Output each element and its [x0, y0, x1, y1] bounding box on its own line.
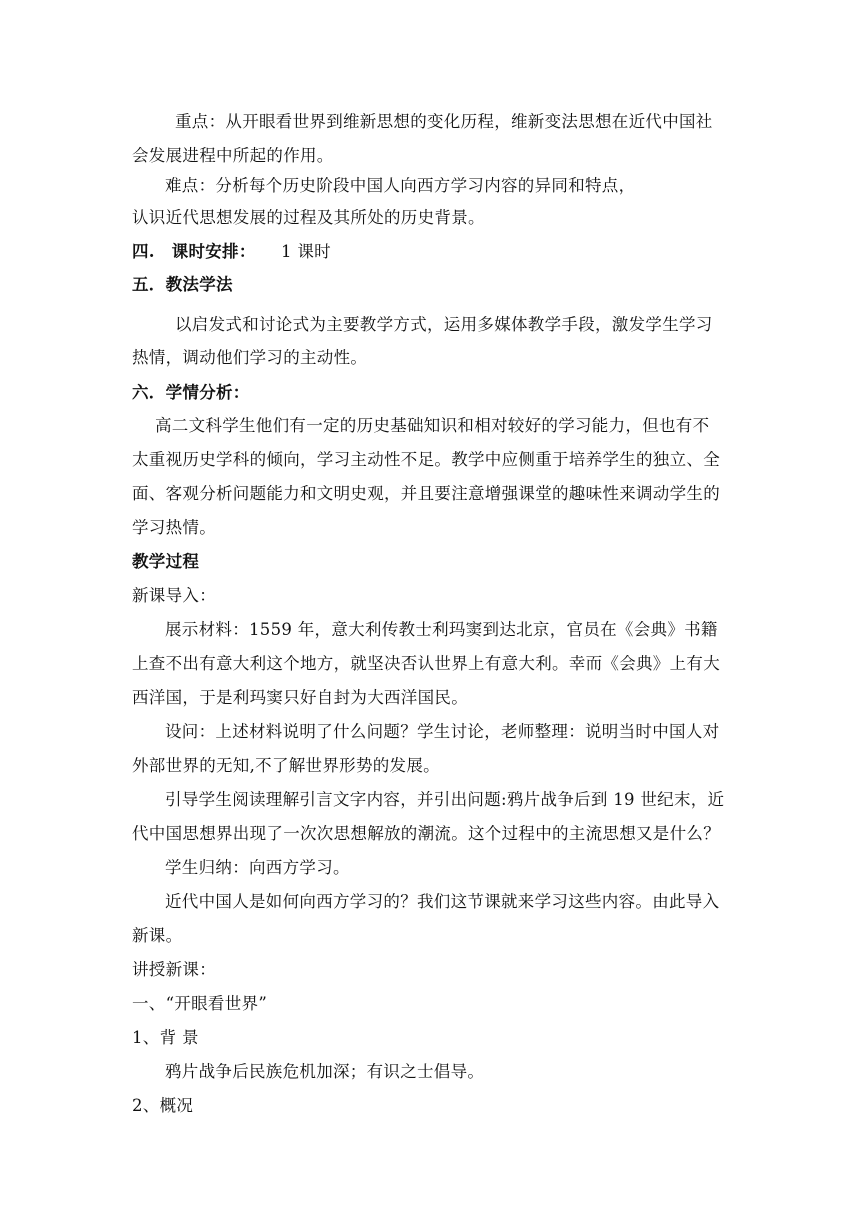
transition-line-1: 近代中国人是如何向西方学习的？我们这节课就来学习这些内容。由此导入 [165, 892, 720, 911]
material-line-2: 上查不出有意大利这个地方，就坚决否认世界上有意大利。幸而《会典》上有大 [132, 654, 720, 673]
section-4-heading: 四. 课时安排： [132, 242, 256, 261]
difficulty-line-1: 难点：分析每个历史阶段中国人向西方学习内容的异同和特点， [165, 176, 636, 195]
item-2-heading: 2、概况 [132, 1096, 194, 1115]
question-line-1: 设问：上述材料说明了什么问题？学生讨论，老师整理：说明当时中国人对 [165, 722, 720, 741]
key-point-line-2: 会发展进程中所起的作用。 [132, 146, 334, 165]
part-1-heading: 一、“开眼看世界” [132, 994, 268, 1013]
material-line-3: 西洋国，于是利玛窦只好自封为大西洋国民。 [132, 688, 468, 707]
section-4-value: 1 课时 [281, 242, 331, 261]
item-1-body: 鸦片战争后民族危机加深；有识之士倡导。 [165, 1062, 485, 1081]
key-point-line-1: 重点：从开眼看世界到维新思想的变化历程，维新变法思想在近代中国社 [175, 112, 713, 131]
method-line-2: 热情，调动他们学习的主动性。 [132, 348, 368, 367]
lecture-heading: 讲授新课： [132, 960, 216, 979]
section-6-heading: 六．学情分析： [132, 383, 250, 402]
process-heading: 教学过程 [132, 552, 200, 571]
intro-heading: 新课导入： [132, 586, 216, 605]
analysis-line-4: 学习热情。 [132, 518, 216, 537]
analysis-line-1: 高二文科学生他们有一定的历史基础知识和相对较好的学习能力，但也有不 [155, 416, 710, 435]
guide-line-1: 引导学生阅读理解引言文字内容，并引出问题:鸦片战争后到 19 世纪末，近 [165, 790, 725, 809]
analysis-line-2: 太重视历史学科的倾向，学习主动性不足。教学中应侧重于培养学生的独立、全 [132, 450, 720, 469]
analysis-line-3: 面、客观分析问题能力和文明史观，并且要注意增强课堂的趣味性来调动学生的 [132, 484, 720, 503]
material-line-1: 展示材料：1559 年，意大利传教士利玛窦到达北京，官员在《会典》书籍 [165, 620, 718, 639]
summary-line: 学生归纳：向西方学习。 [165, 858, 350, 877]
difficulty-line-2: 认识近代思想发展的过程及其所处的历史背景。 [132, 208, 485, 227]
guide-line-2: 代中国思想界出现了一次次思想解放的潮流。这个过程中的主流思想又是什么？ [132, 824, 720, 843]
question-line-2: 外部世界的无知,不了解世界形势的发展。 [132, 756, 440, 775]
section-5-heading: 五．教法学法 [132, 275, 233, 294]
transition-line-2: 新课。 [132, 926, 183, 945]
item-1-heading: 1、背 景 [132, 1028, 199, 1047]
method-line-1: 以启发式和讨论式为主要教学方式，运用多媒体教学手段，激发学生学习 [175, 315, 713, 334]
